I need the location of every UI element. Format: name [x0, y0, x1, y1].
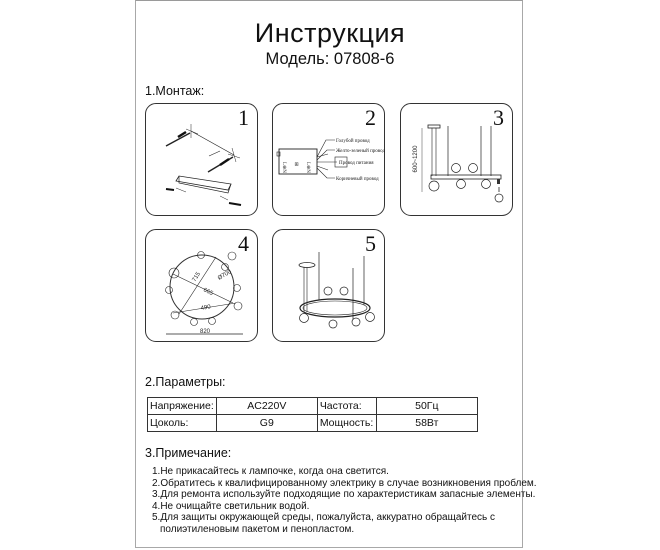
note-item: 1.Не прикасайтесь к лампочке, когда она светится.: [152, 466, 389, 477]
diagram-panel-2: [272, 103, 385, 216]
diagram-number: 5: [365, 231, 376, 256]
wire-label-brown: Коричневый провод: [336, 177, 379, 182]
note-item: 3.Для ремонта используйте подходящие по характеристикам запасные элементы.: [152, 489, 536, 501]
note-item-continuation: полиэтиленовым пакетом и пенопластом.: [160, 523, 355, 535]
model-number: Модель: 07808-6: [265, 50, 395, 68]
param-value-frequency: 50Гц: [376, 398, 477, 415]
section-mounting-heading: 1.Монтаж:: [145, 84, 205, 98]
section-parameters-heading: 2.Параметры:: [145, 375, 226, 389]
param-label-voltage: Напряжение:: [148, 398, 217, 415]
dimension-label: Ø700: [217, 269, 233, 282]
wire-label-blue: Голубой провод: [336, 139, 370, 144]
height-dimension: 600~1200: [413, 145, 419, 173]
diagram-panel-1: [145, 103, 258, 216]
diagram-number: 2: [365, 105, 376, 130]
table-row: [148, 415, 478, 432]
diagram-panel-4: [145, 229, 258, 342]
table-row: [148, 398, 478, 415]
terminal-mark: L⊕N: [281, 162, 286, 173]
notes-list: [152, 466, 537, 536]
dimension-label: 490: [200, 304, 212, 312]
section-notes-heading: 3.Примечание:: [145, 446, 232, 460]
note-item: 4.Не очищайте светильник водой.: [152, 500, 310, 512]
note-item: 2.Обратитесь к квалифицированному электрику в случае возникновения проблем.: [152, 477, 537, 489]
diagram-number: 3: [493, 105, 504, 130]
dimension-label: 715: [191, 271, 203, 284]
page-title: Инструкция: [254, 18, 406, 48]
dimension-label: 665: [202, 287, 214, 298]
parameters-table: [147, 397, 478, 432]
param-value-power: 58Вт: [376, 415, 477, 432]
param-value-voltage: AC220V: [216, 398, 317, 415]
param-label-power: Мощность:: [317, 415, 376, 432]
terminal-mark: L⊕N: [305, 162, 310, 173]
dimension-label: 820: [200, 329, 211, 335]
diagram-number: 4: [238, 231, 249, 256]
terminal-mark: ⊞: [293, 162, 298, 167]
param-value-socket: G9: [216, 415, 317, 432]
diagram-number: 1: [238, 105, 249, 130]
param-label-frequency: Частота:: [317, 398, 376, 415]
note-item: 5.Для защиты окружающей среды, пожалуйста, аккуратно обращайтесь с: [152, 512, 496, 524]
wire-label-power: Провод питания: [339, 161, 374, 166]
diagram-panel-5: [272, 229, 385, 342]
param-label-socket: Цоколь:: [148, 415, 217, 432]
wire-label-yellow-green: Желто-зеленый провод: [336, 149, 385, 154]
diagram-panel-3: [400, 103, 513, 216]
